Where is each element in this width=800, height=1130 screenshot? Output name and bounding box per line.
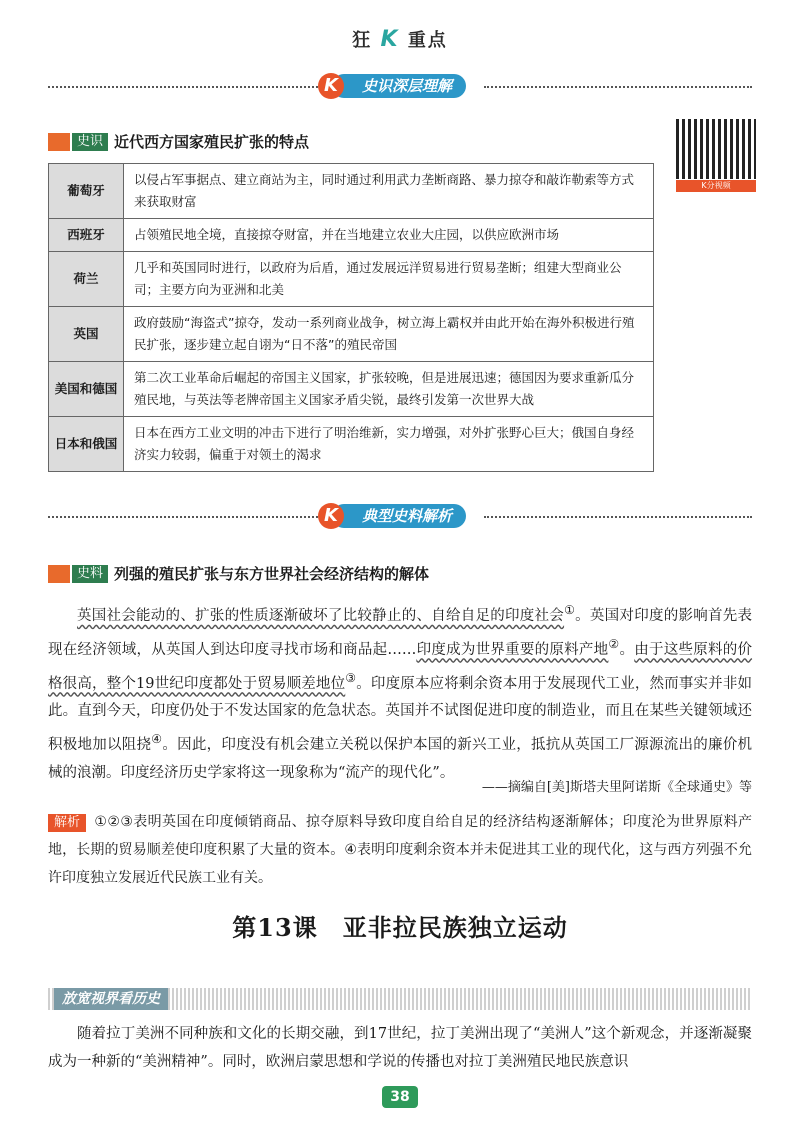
divider-left — [48, 86, 318, 88]
running-header — [0, 26, 800, 52]
desc-cell: 政府鼓励“海盗式”掠夺，发动一系列商业战争，树立海上霸权并由此开始在海外积极进行殖民扩张，逐步建立起自诩为“日不落”的殖民帝国 — [124, 307, 654, 362]
passage-segment: 。印度原本应将剩余资本用于发展现代工业，然而事实并非如此。直到今天，印度仍处于不发达国家的危急状态。英国并不试图促进印度的制造业，而且在某些关键领域还积极地加以阻挠 — [48, 675, 753, 754]
analysis-block — [48, 808, 752, 892]
desc-cell: 占领殖民地全境，直接掠夺财富，并在当地建立农业大庄园，以供应欧洲市场 — [124, 219, 654, 252]
banner-typical-sources — [332, 504, 466, 528]
page-number: 38 — [382, 1086, 418, 1108]
passage-segment: 印度成为世界重要的原料产地 — [416, 641, 609, 658]
passage-segment: 。 — [619, 641, 635, 658]
lesson-title: 第13课 亚非拉民族独立运动 — [232, 913, 568, 942]
table-row — [49, 362, 654, 417]
table-row — [49, 219, 654, 252]
analysis-text: ①②③表明英国在印度倾销商品、掠夺原料导致印度自给自足的经济结构逐渐解体；印度沦为世界原料产地，长期的贸易顺差使印度积累了大量的资本。④表明印度剩余资本并未促进其工业的现代化，这与西方列强不允许印度独立发展近代民族工业有关。 — [48, 814, 752, 886]
table-row — [49, 417, 654, 472]
country-cell: 西班牙 — [49, 219, 124, 252]
analysis-tag: 解析 — [48, 814, 86, 832]
section-label: 史料 — [72, 565, 108, 583]
desc-cell: 第二次工业革命后崛起的帝国主义国家，扩张较晚，但是进展迅速；德国因为要求重新瓜分殖民地，与英法等老牌帝国主义国家矛盾尖锐，最终引发第一次世界大战 — [124, 362, 654, 417]
country-cell: 美国和德国 — [49, 362, 124, 417]
broaden-view-bar — [48, 988, 752, 1010]
book-icon — [48, 133, 70, 151]
section-title: 近代西方国家殖民扩张的特点 — [114, 132, 310, 151]
k-badge-icon: K — [318, 503, 344, 529]
desc-cell: 几乎和英国同时进行，以政府为后盾，通过发展远洋贸易进行贸易垄断；组建大型商业公司；主要方向为亚洲和北美 — [124, 252, 654, 307]
country-cell: 日本和俄国 — [49, 417, 124, 472]
desc-cell: 日本在西方工业文明的冲击下进行了明治维新，实力增强，对外扩张野心巨大；俄国自身经济实力较弱，偏重于对领土的渴求 — [124, 417, 654, 472]
source-passage — [48, 596, 752, 787]
country-cell: 荷兰 — [49, 252, 124, 307]
footnote-mark: ① — [564, 603, 576, 617]
passage-segment: 。因此，印度没有机会建立关税以保护本国的新兴工业，抵抗从英国工厂源源流出的廉价机械的浪潮。印度经济历史学家将这一现象称为“流产的现代化”。 — [48, 737, 753, 782]
qr-code-icon[interactable] — [676, 119, 756, 179]
k-badge-icon: K — [318, 73, 344, 99]
divider-left-2 — [48, 516, 318, 518]
passage-segment: 。英国对印度的影响首先表现在经济领域，从英国人到达印度寻找市场和商品起…… — [48, 607, 753, 658]
passage-segment: 由于这些原料的价格很高，整个19世纪印度都处于贸易顺差地位 — [48, 641, 753, 692]
header-title-pre: 狂 — [352, 30, 373, 51]
footnote-mark: ② — [608, 636, 620, 651]
divider-right-2 — [484, 516, 752, 518]
header-title-post: 重点 — [407, 30, 448, 51]
country-cell: 英国 — [49, 307, 124, 362]
banner-text: 史识深层理解 — [362, 77, 453, 95]
intro-paragraph: 随着拉丁美洲不同种族和文化的长期交融，到17世纪，拉丁美洲出现了“美洲人”这个新观念，并逐渐凝聚成为一种新的“美洲精神”。同时，欧洲启蒙思想和学说的传播也对拉丁美洲殖民地民族意识 — [48, 1026, 752, 1070]
divider-right — [484, 86, 752, 88]
table-row — [49, 252, 654, 307]
broaden-label: 放宽视界看历史 — [54, 988, 168, 1010]
passage-segment: 英国社会能动的、扩张的性质逐渐破坏了比较静止的、自给自足的印度社会 — [77, 607, 565, 624]
section-label: 史识 — [72, 133, 108, 151]
table-row — [49, 307, 654, 362]
section-heading-shishi — [48, 130, 309, 152]
banner-deep-understanding — [332, 74, 466, 98]
qr-label: K分视频 — [676, 180, 756, 192]
footnote-mark: ④ — [151, 732, 163, 747]
banner-text: 典型史料解析 — [362, 507, 453, 525]
section-title: 列强的殖民扩张与东方世界社会经济结构的解体 — [114, 564, 430, 583]
header-k-logo: K — [380, 27, 400, 52]
characteristics-table — [48, 163, 654, 472]
section-heading-shiliao — [48, 562, 429, 584]
book-icon — [48, 565, 70, 583]
country-cell: 葡萄牙 — [49, 164, 124, 219]
table-row — [49, 164, 654, 219]
desc-cell: 以侵占军事据点、建立商站为主，同时通过利用武力垄断商路、暴力掠夺和敲诈勒索等方式来获取财富 — [124, 164, 654, 219]
footnote-mark: ③ — [345, 670, 357, 685]
passage-source: ——摘编自[美]斯塔夫里阿诺斯《全球通史》等 — [481, 780, 752, 795]
